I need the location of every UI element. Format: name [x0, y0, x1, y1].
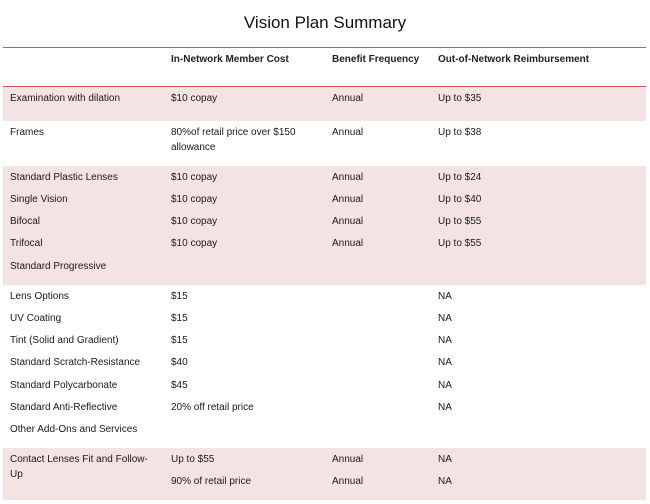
row-cost: $15 — [171, 313, 188, 324]
row-cost: $40 — [171, 357, 188, 368]
row-cost: $10 copay — [171, 216, 218, 227]
row-reimbursement: NA — [438, 454, 452, 465]
row-reimbursement: Up to $55 — [438, 238, 482, 249]
row-reimbursement: Up to $35 — [438, 93, 482, 104]
row-label: Standard Progressive — [10, 261, 107, 272]
row-cost: $10 copay — [171, 172, 218, 183]
row-reimbursement: Up to $40 — [438, 194, 482, 205]
row-cost: Up to $55 — [171, 454, 215, 465]
row-frequency: Annual — [332, 127, 364, 138]
row-frequency: Annual — [332, 216, 364, 227]
row-frequency: Annual — [332, 172, 364, 183]
row-label: Standard Polycarbonate — [10, 380, 118, 391]
row-cost: $10 copay — [171, 238, 218, 249]
row-cost: $15 — [171, 335, 188, 346]
row-cost: 20% off retail price — [171, 402, 254, 413]
row-label: Tint (Solid and Gradient) — [10, 335, 119, 346]
row-reimbursement: NA — [438, 335, 452, 346]
section-frames — [3, 121, 646, 166]
row-frequency: Annual — [332, 454, 364, 465]
row-cost: $15 — [171, 291, 188, 302]
header-top-rule — [3, 47, 646, 48]
row-frequency: Annual — [332, 238, 364, 249]
row-reimbursement: NA — [438, 313, 452, 324]
row-label: Standard Scratch-Resistance — [10, 357, 141, 368]
row-reimbursement: NA — [438, 357, 452, 368]
row-label: Frames — [10, 127, 44, 138]
row-reimbursement: NA — [438, 476, 452, 487]
row-cost: 90% of retail price — [171, 476, 252, 487]
row-cost: $10 copay — [171, 93, 218, 104]
row-frequency: Annual — [332, 476, 364, 487]
row-label: Bifocal — [10, 216, 41, 227]
row-label: Lens Options — [10, 291, 69, 302]
row-label: Other Add-Ons and Services — [10, 424, 138, 435]
page-title: Vision Plan Summary — [243, 13, 407, 32]
row-reimbursement: NA — [438, 402, 452, 413]
row-reimbursement: NA — [438, 380, 452, 391]
row-frequency: Annual — [332, 93, 364, 104]
row-cost: $45 — [171, 380, 188, 391]
row-frequency: Annual — [332, 194, 364, 205]
row-cost: 80%of retail price over $150 allowance — [171, 127, 296, 153]
row-reimbursement: Up to $24 — [438, 172, 482, 183]
header-benefit-frequency: Benefit Frequency — [332, 54, 420, 65]
row-label: UV Coating — [10, 313, 62, 324]
header-out-of-network: Out-of-Network Reimbursement — [438, 54, 590, 65]
header-in-network-cost: In-Network Member Cost — [171, 54, 289, 65]
row-reimbursement: NA — [438, 291, 452, 302]
row-label: Examination with dilation — [10, 93, 121, 104]
row-cost: $10 copay — [171, 194, 218, 205]
row-reimbursement: Up to $55 — [438, 216, 482, 227]
row-label: Trifocal — [10, 238, 43, 249]
row-label: Single Vision — [10, 194, 68, 205]
row-label: Standard Plastic Lenses — [10, 172, 118, 183]
row-label: Contact Lenses Fit and Follow-Up — [10, 454, 148, 480]
row-label: Standard Anti-Reflective — [10, 402, 118, 413]
row-reimbursement: Up to $38 — [438, 127, 482, 138]
